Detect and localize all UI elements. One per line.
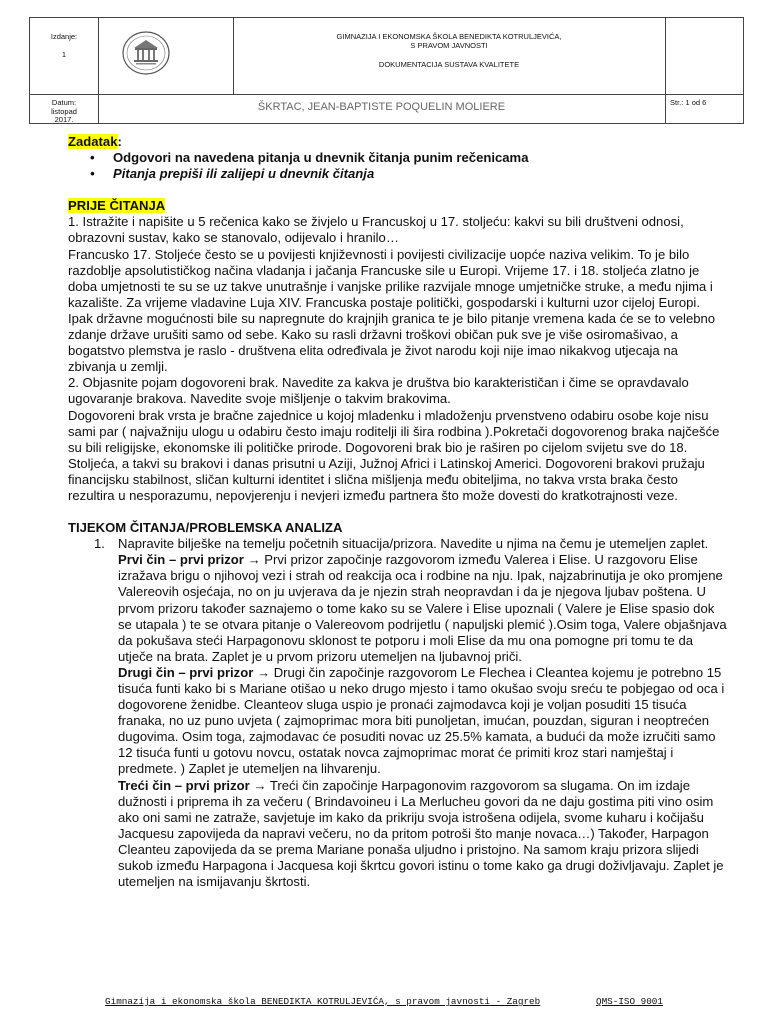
task-bullet — [68, 150, 728, 166]
act-2-label: Drugi čin – prvi prizor — [118, 664, 254, 680]
page-number — [670, 98, 740, 108]
task-bullet-text: Odgovori na navedena pitanja u dnevnik čitanja punim rečenicama — [113, 150, 529, 166]
task-bullet — [68, 166, 728, 182]
act-1-label: Prvi čin – prvi prizor — [118, 552, 244, 568]
date-value-year: 2017. — [54, 115, 74, 124]
school-name-line1: GIMNAZIJA I EKONOMSKA ŠKOLA BENEDIKTA KOTRULJEVIĆA, — [336, 32, 562, 41]
question-2: 2. Objasnite pojam dogovoreni brak. Navedite za kakva je društva bio karakterističan i čime se opravdavalo ugovaranje brakova. Navedite svoje mišljenje o takvim brakovima. — [68, 375, 689, 407]
task-item-1 — [68, 536, 728, 890]
during-reading-heading: TIJEKOM ČITANJA/PROBLEMSKA ANALIZA — [68, 520, 343, 536]
document-body — [68, 134, 728, 890]
doc-type: DOKUMENTACIJA SUSTAVA KVALITETE — [378, 60, 520, 69]
document-footer — [0, 996, 768, 1007]
date-label: Datum: — [51, 98, 77, 107]
page-label: Str.: — [670, 98, 684, 107]
task-heading-line — [68, 134, 728, 150]
task-bullet-text: Pitanja prepiši ili zalijepi u dnevnik čitanja — [113, 166, 375, 182]
footer-school: Gimnazija i ekonomska škola BENEDIKTA KOTRULJEVIĆA, s pravom javnosti - Zagreb — [105, 996, 541, 1007]
before-reading-heading-line — [68, 198, 728, 214]
act-2-text: → Drugi čin započinje razgovorom Le Flechea i Cleantea kojemu je potrebno 15 tisuća funti kako bi s Mariane otišao u neko drugo mjesto i tamo okušao svoju sreću te pobjegao od oca i dogovorene ženidbe. Cleanteov sluga uspio je pronaći zajmodavca koji je voljan posuditi 15 tisuća franaka, no uz puno uvjeta ( zajmoprimac mora biti punoljetan, imućan, pouzdan, siguran i neoptrećen dugovima. Osim toga, zajmodavac će posuditi novac uz 25.5% kamata, a budući da može izručiti samo 12 tisuća funti u gotovu novcu, ostatak novca zajmoprimac morat će primiti kroz stari namještaj i predmete. ) Zaplet je utemeljen na lihvarenju. — [118, 664, 725, 777]
act-3-notes — [118, 778, 728, 891]
issue-value: 1 — [61, 50, 67, 59]
page-value: 1 od 6 — [685, 98, 707, 107]
header-divider — [665, 18, 666, 123]
task-item-text: Napravite bilješke na temelju početnih situacija/prizora. Navedite u njima na čemu je utemeljen zaplet. — [118, 536, 709, 552]
answer-2: Dogovoreni brak vrsta je bračne zajednice u kojoj mladenku i mladoženju prvenstveno odabiru osobe koje nisu sami par ( najvažniju ulogu u odabiru često imaju roditelji ili šira rodbina ).Pokretači dogovorenog braka najčešće su bili religijske, ekonomske ili političke prirode. Dogovoreni brak bio je raširen po cijelom svijetu sve do 18. Stoljeća, a takvi su brakovi i danas prisutni u Aziji, Južnoj Africi i Latinskoj Americi. Dogovoreni brakovi pružaju financijsku stabilnost, sličan kulturni identitet i slična mišljenja među obiteljima, no takva vrsta braka često rezultira u nesporazumu, nepovjerenju i nevjeri između partnera što može dovesti do kratkotrajnosti veze. — [68, 407, 720, 503]
document-title: ŠKRTAC, JEAN-BAPTISTE POQUELIN MOLIERE — [257, 101, 506, 113]
task-heading-colon: : — [117, 134, 122, 149]
task-item-number: 1. — [94, 536, 105, 552]
act-2-notes — [118, 665, 728, 778]
header-divider — [30, 94, 743, 95]
issue-label: Izdanje: — [50, 32, 78, 41]
task-heading: Zadatak — [68, 134, 118, 149]
act-3-label: Treći čin – prvi prizor — [118, 777, 250, 793]
act-1-notes — [118, 552, 728, 665]
school-seal-icon — [121, 28, 171, 78]
before-reading-heading: PRIJE ČITANJA — [68, 198, 166, 214]
date-value-month: listopad — [51, 107, 77, 116]
school-name-line2: S PRAVOM JAVNOSTI — [410, 41, 488, 50]
header-divider — [233, 18, 234, 94]
footer-code: QMS-ISO 9001 — [596, 996, 663, 1007]
question-1: 1. Istražite i napišite u 5 rečenica kako se živjelo u Francuskoj u 17. stoljeću: kakvi su bili društveni odnosi, obrazovni sustav, kako se stanovalo, odijevalo i hranilo… — [68, 214, 684, 246]
act-1-text: → Prvi prizor započinje razgovorom između Valerea i Elise. U razgovoru Elise izražava brigu o njihovoj vezi i strah od reakcija oca i rodbine na nju. Ipak, najzabrinutija je oko promjene Valereovih osjećaja, no on ju uvjerava da je njezin strah neopravdan i da je njegova ljubav poštena. U prvom prizoru također saznajemo o tome kako su se Valere i Elise upoznali ( Valere je Elise spasio dok se utapala ) te se otvara pitanje o Valereovom podrijetlu ( napuljski plemić ).Osim toga, Valere objašnjava da pokušava steći Harpagonovu sklonost te potporu i moli Elise da mu ona pomogne pri tomu te da utječe na brata. Zaplet je u prvom prizoru utemeljen na ljubavnoj priči. — [118, 552, 727, 664]
answer-1: Francusko 17. Stoljeće često se u povijesti književnosti i povijesti civilizacije uopće naziva velikim. To je bilo razdoblje apsolutističkog načina vladanja i jačanja Francuske sile u Europi. Vrijeme 17. i 18. stoljeća zlatno je doba umjetnosti te su se uz takve unutrašnje i vanjske prilike razvijale mnoge umjetničke struke, a među njima i kazalište. Za vrijeme vladavine Luja XIV. Francuska postaje politički, gospodarski i kulturni uzor cijeloj Europi. Ipak državne mogućnosti bile su napregnute do krajnjih granica te je bilo pitanje vremena kada će se to velebno zdanje države urušiti samo od sebe. Kako su rasli državni troškovi običan puk sve je više osiromašivao, a bogatstvo plemstva je raslo - društvena elita određivala je život narodu koji nije imao nikakvog utjecaja na zbivanja u zemlji. — [68, 246, 716, 375]
act-3-text: → Treći čin započinje Harpagonovim razgovorom sa slugama. On im izdaje dužnosti i priprema ih za večeru ( Brindavoineu i La Merlucheu govori da ne daju gostima piti vino osim ako oni sami ne zatraže, savjetuje im kako da prikriju svoja istrošena odijela, svome kuharu i kočijašu Jacquesu zapovijeda da napravi večeru, no da pritom potroši što manje novaca…) Također, Harpagon Cleanteu zapovijeda da se prema Mariane ponaša uljudno i pristojno. Na samom kraju prizora slijedi sukob između Harpagona i Jacquesa koji škrtcu govori istinu o tome kako ga drugi doživljavaju. Zaplet je utemeljen na ismijavanju škrtosti. — [118, 777, 724, 890]
